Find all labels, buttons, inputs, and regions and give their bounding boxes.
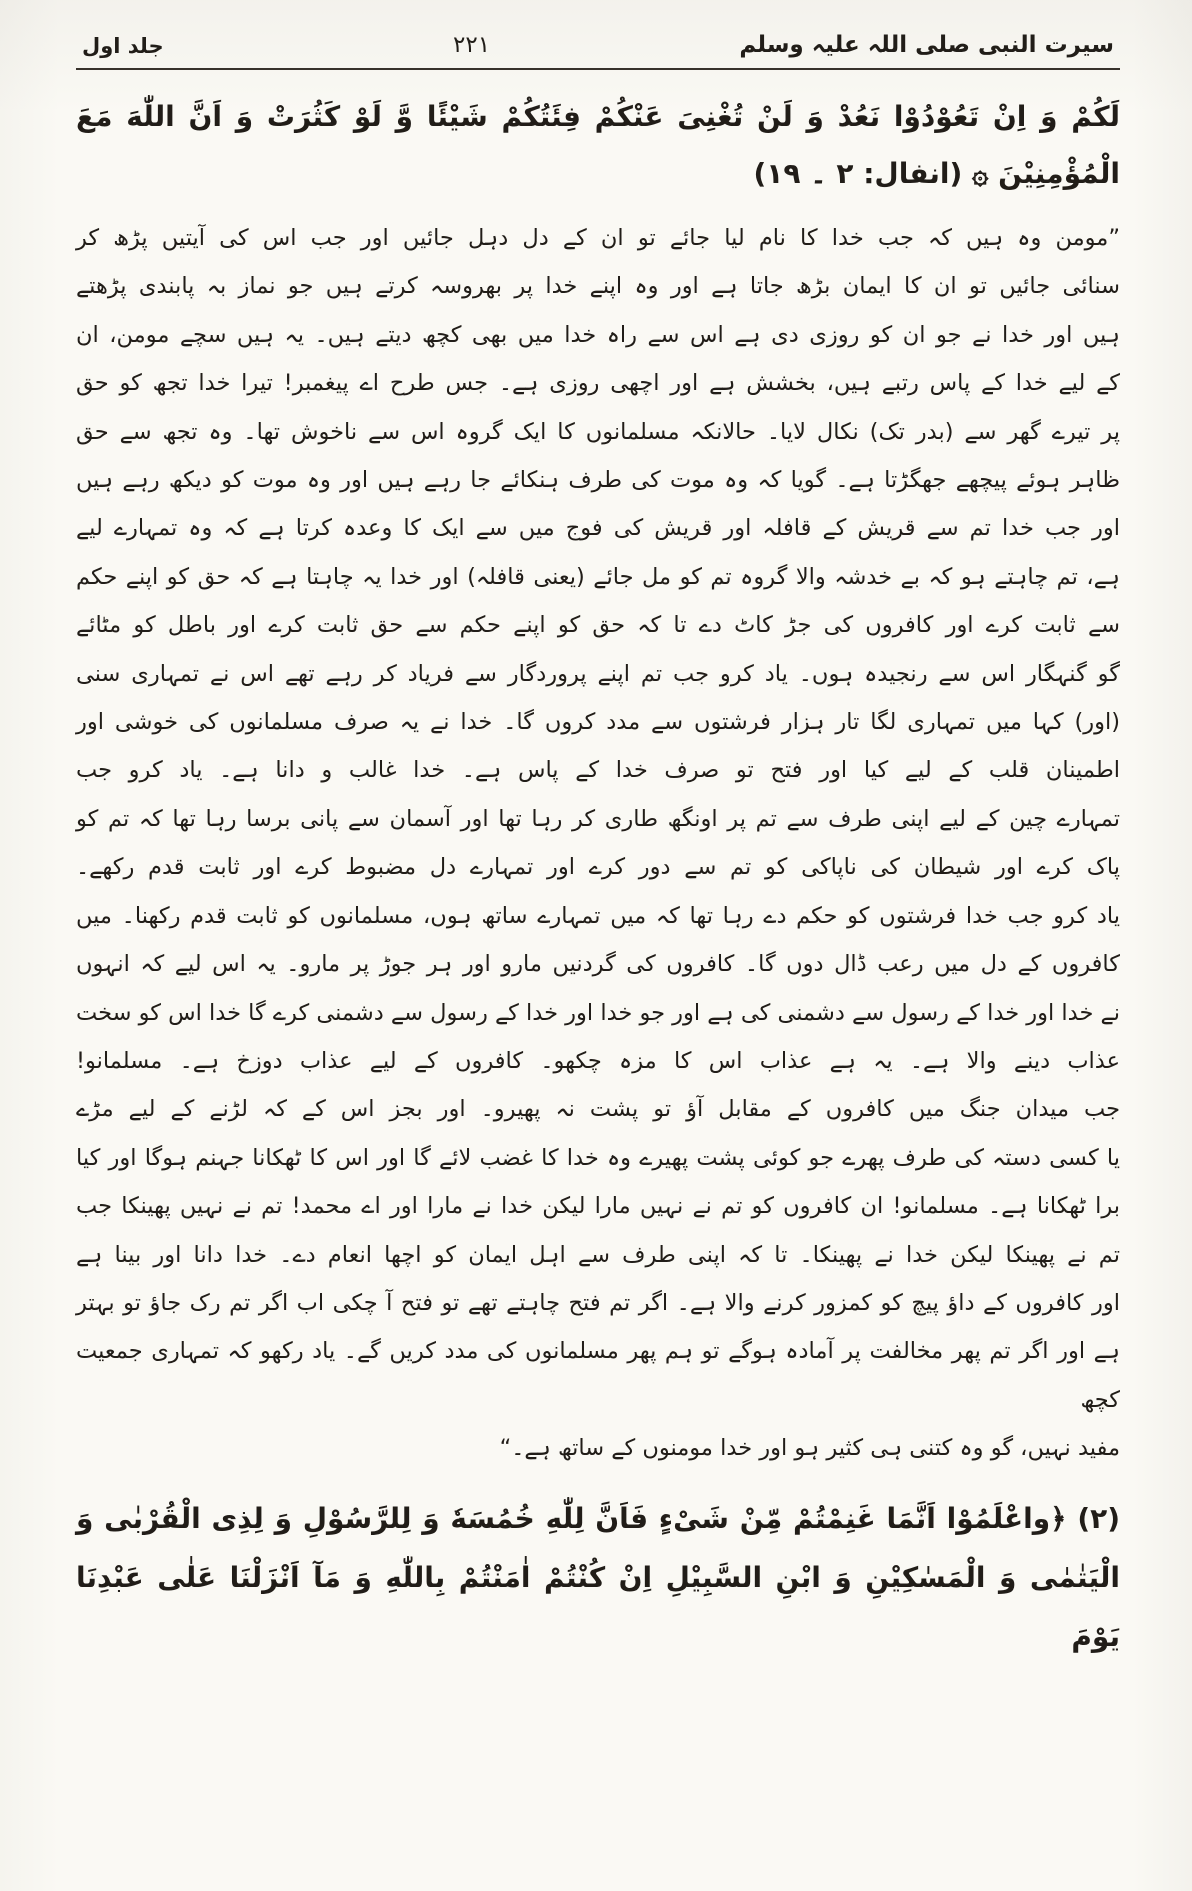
text-line: برا ٹھکانا ہے۔ مسلمانو! ان کافروں کو تم نے نہیں مارا لیکن خدا نے مارا اور اے محمد! تم نے نہیں پھینکا جب bbox=[76, 1193, 1120, 1220]
page-number: ۲۲۱ bbox=[452, 32, 491, 58]
text-line: ”مومن وہ ہیں کہ جب خدا کا نام لیا جائے تو ان کے دل دہل جائیں اور جب اس کی آیتیں پڑھ کر bbox=[76, 225, 1120, 251]
text-line: اور جب خدا تم سے قریش کے قافلہ اور قریش کی فوج میں سے ایک کا وعدہ کرتا ہے کہ وہ تمہارے لیے bbox=[76, 515, 1120, 542]
text-line: کے لیے خدا کے پاس رتبے ہیں، بخشش ہے اور اچھی روزی ہے۔ جس طرح اے پیغمبر! تیرا خدا تجھ کو حق bbox=[76, 370, 1120, 397]
text-line: سے ثابت کرے اور کافروں کی جڑ کاٹ دے تا کہ حق کو اپنے حکم سے حق ثابت کرے اور باطل کو مٹائے bbox=[76, 612, 1120, 639]
text-line: الْیَتٰمٰی وَ الْمَسٰکِیْنِ وَ ابْنِ السَّبِیْلِ اِنْ کُنْتُمْ اٰمَنْتُمْ بِاللّٰهِ وَ مَآ اَنْزَلْنَا عَلٰی عَبْدِنَا یَوْمَ bbox=[76, 1560, 1120, 1653]
text-line: پر تیرے گھر سے (بدر تک) نکال لایا۔ حالانکہ مسلمانوں کا ایک گروہ اس سے ناخوش تھا۔ وہ تجھ سے حق bbox=[76, 418, 1120, 445]
text-line: (اور) کہا میں تمہاری لگا تار ہزار فرشتوں سے مدد کروں گا۔ خدا نے یہ صرف مسلمانوں کی خوشی اور bbox=[76, 709, 1120, 736]
text-line: ہے اور اگر تم پھر مخالفت پر آمادہ ہوگے تو ہم پھر مسلمانوں کی مدد کریں گے۔ یاد رکھو کہ تمہاری جمعیت کچھ bbox=[76, 1338, 1120, 1413]
book-title: سیرت النبی صلی اللہ علیہ وسلم bbox=[739, 32, 1114, 58]
text-line: عذاب دینے والا ہے۔ یہ ہے عذاب اس کا مزہ چکھو۔ کافروں کے لیے عذاب دوزخ ہے۔ مسلمانو! bbox=[76, 1047, 1120, 1074]
text-line: جب میدان جنگ میں کافروں کے مقابل آؤ تو پشت نہ پھیرو۔ اور بجز اس کے کہ لڑنے کے لیے مڑے bbox=[76, 1096, 1120, 1123]
text-line: پاک کرے اور شیطان کی ناپاکی کو تم سے دور کرے اور تمہارے دل مضبوط کرے اور ثابت قدم رکھے۔ bbox=[76, 854, 1120, 881]
page-header bbox=[76, 30, 1120, 66]
text-line: ہے، تم چاہتے ہو کہ بے خدشہ والا گروہ تم کو مل جائے (یعنی قافلہ) اور خدا یہ چاہتا ہے کہ حق کو اپنے حکم bbox=[76, 563, 1120, 590]
text-line: یاد کرو جب خدا فرشتوں کو حکم دے رہا تھا کہ میں تمہارے ساتھ ہوں، مسلمانوں کو ثابت قدم رکھنا۔ میں bbox=[76, 902, 1120, 929]
urdu-translation-paragraph bbox=[76, 214, 1120, 1473]
text-line: یا کسی دستہ کی طرف پھرے جو کوئی پشت پھیرے وہ خدا کا غضب لائے گا اور اس کا ٹھکانا جہنم ہوگا اور کیا bbox=[76, 1144, 1120, 1171]
text-line: ظاہر ہوئے پیچھے جھگڑتا ہے۔ گویا کہ وہ موت کی طرف ہنکائے جا رہے ہیں اور وہ موت کو دیکھ رہے ہیں bbox=[76, 467, 1120, 494]
text-line: کافروں کے دل میں رعب ڈال دوں گا۔ کافروں کی گردنیں مارو اور ہر جوڑ پر مارو۔ یہ اس لیے کہ انہوں bbox=[76, 951, 1120, 978]
text-line: ہیں اور خدا نے جو ان کو روزی دی ہے اس سے راہ خدا میں بھی کچھ دیتے ہیں۔ یہ ہیں سچے مومن، ان bbox=[76, 321, 1120, 348]
text-line: الْمُؤْمِنِیْنَ ۞ (انفال: ۲ ۔ ۱۹) bbox=[753, 157, 1120, 190]
text-line: تمہارے چین کے لیے اپنی طرف سے تم پر اونگھ طاری کر رہا تھا اور آسمان سے پانی برسا رہا تھا کہ تم کو bbox=[76, 805, 1120, 832]
text-line: سنائی جائیں تو ان کا ایمان بڑھ جاتا ہے اور وہ اپنے خدا پر بھروسہ کرتے ہیں جو نماز بہ پابندی پڑھتے bbox=[76, 273, 1120, 300]
text-line: تم نے پھینکا لیکن خدا نے پھینکا۔ تا کہ اپنی طرف سے اہل ایمان کو اچھا انعام دے۔ خدا دانا اور بینا ہے bbox=[76, 1241, 1120, 1268]
text-line: نے خدا اور خدا کے رسول سے دشمنی کی ہے اور جو خدا اور خدا کے رسول سے دشمنی کرے گا خدا اس کو سخت bbox=[76, 999, 1120, 1026]
quran-verse-bottom bbox=[76, 1489, 1120, 1666]
text-line: لَکُمْ وَ اِنْ تَعُوْدُوْا نَعُدْ وَ لَنْ تُغْنِیَ عَنْکُمْ فِئَتُکُمْ شَیْئًا وَّ لَوْ کَثُرَتْ وَ اَنَّ اللّٰهَ مَعَ bbox=[76, 100, 1120, 133]
header-rule bbox=[76, 68, 1120, 70]
text-line: اور کافروں کے داؤ پیچ کو کمزور کرنے والا ہے۔ اگر تم فتح چاہتے تھے تو فتح آ چکی اب اگر تم رک جاؤ تو بہتر bbox=[76, 1289, 1120, 1316]
volume-label: جلد اول bbox=[82, 34, 164, 58]
text-line: گو گنہگار اس سے رنجیدہ ہوں۔ یاد کرو جب تم اپنے پروردگار سے فریاد کر رہے تھے اس نے تمہاری سنی bbox=[76, 660, 1120, 687]
text-line: (۲) ﴿واعْلَمُوْا اَنَّمَا غَنِمْتُمْ مِّنْ شَیْءٍ فَاَنَّ لِلّٰهِ خُمُسَهٗ وَ لِلرَّسُوْلِ وَ لِذِی الْقُرْبٰی وَ bbox=[76, 1501, 1120, 1535]
quran-verse-top bbox=[76, 88, 1120, 202]
text-line: اطمینان قلب کے لیے کیا اور فتح تو صرف خدا کے پاس ہے۔ خدا غالب و دانا ہے۔ یاد کرو جب bbox=[76, 757, 1120, 784]
text-line: مفید نہیں، گو وہ کتنی ہی کثیر ہو اور خدا مومنوں کے ساتھ ہے۔“ bbox=[499, 1435, 1120, 1462]
